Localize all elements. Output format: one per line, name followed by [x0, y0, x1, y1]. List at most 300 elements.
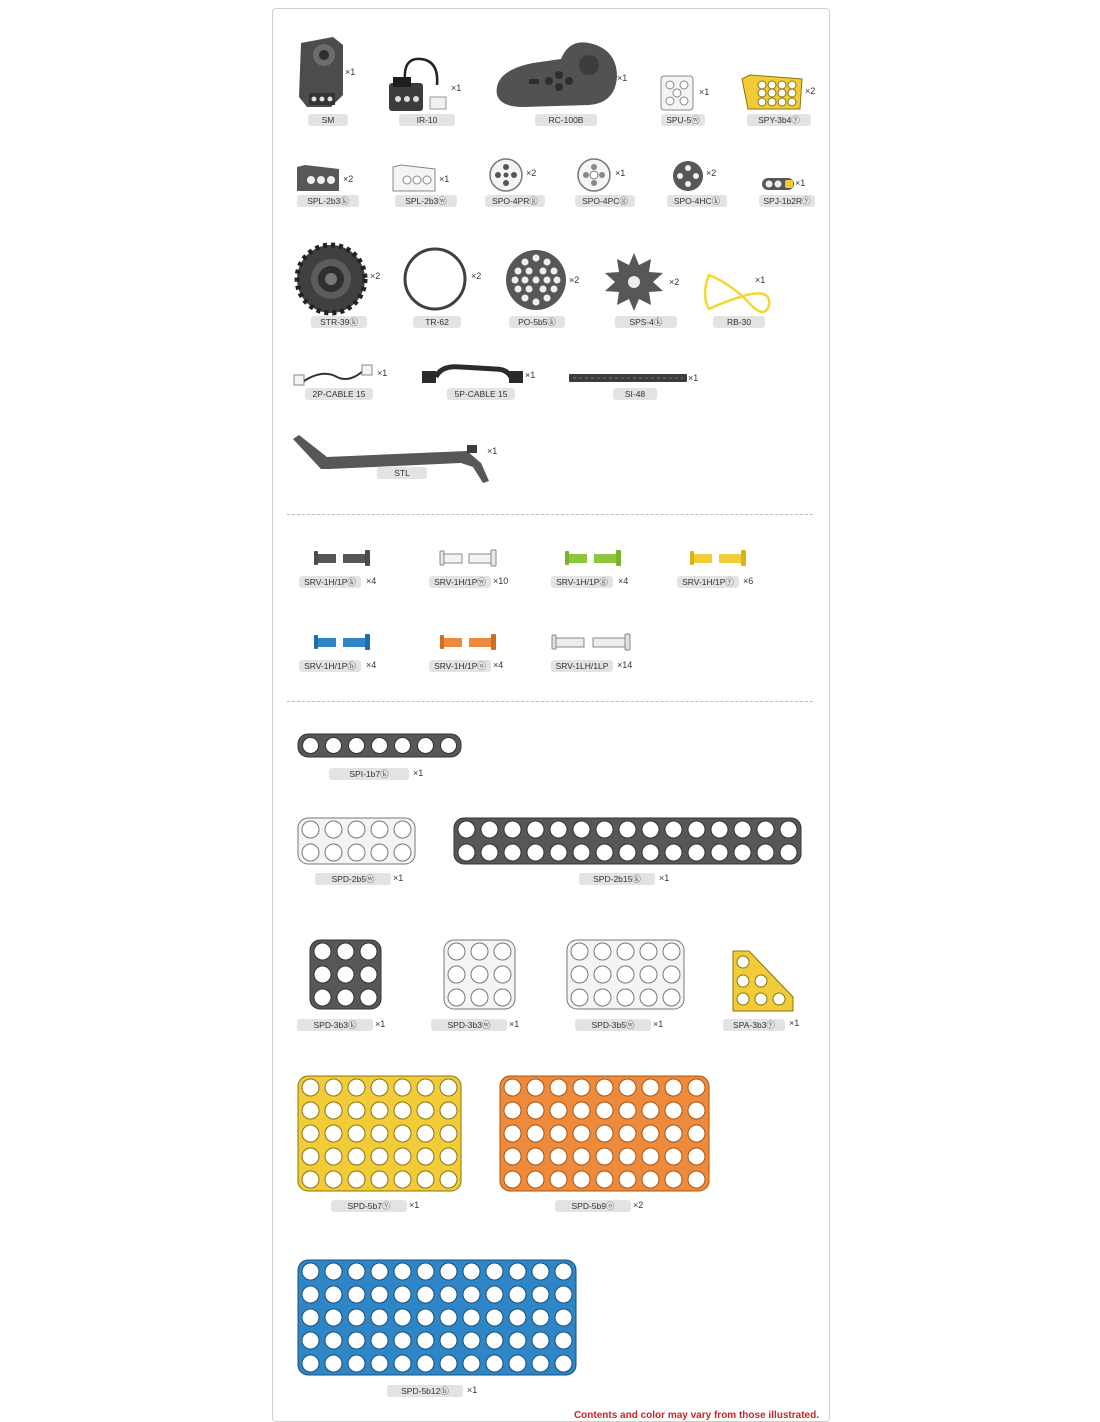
plate-hole — [494, 989, 511, 1006]
plate-hole — [711, 844, 728, 861]
plate-hole — [348, 1125, 365, 1142]
plate-hole — [757, 821, 774, 838]
qty-spi1b7: ×1 — [413, 768, 424, 778]
plate-hole — [481, 844, 498, 861]
qty-srv-lh: ×14 — [617, 660, 633, 670]
plate-hole — [571, 943, 588, 960]
plate-hole — [463, 1263, 480, 1280]
plate-hole — [314, 943, 331, 960]
plate-hole — [348, 1332, 365, 1349]
plate-hole — [550, 1171, 567, 1188]
qty-srv-b: ×4 — [366, 660, 377, 670]
rubber-band-icon — [703, 265, 773, 317]
plate-hole — [532, 1286, 549, 1303]
plate-hole — [326, 738, 342, 754]
plate-hole — [348, 821, 365, 838]
plate-hole — [325, 1355, 342, 1372]
plate-hole — [394, 1125, 411, 1142]
plate-hole — [325, 1125, 342, 1142]
plate-hole — [596, 821, 613, 838]
label-ir10: IR-10 — [399, 114, 455, 126]
plate-hole — [527, 1171, 544, 1188]
label-stl: STL — [377, 467, 427, 479]
disclaimer-note: Contents and color may vary from those illustrated. — [573, 1410, 819, 1421]
plate-hole — [394, 1286, 411, 1303]
qty-spy3b4: ×2 — [805, 86, 816, 96]
plate-hole — [780, 821, 797, 838]
plate-hole — [509, 1332, 526, 1349]
plate-hole — [394, 1102, 411, 1119]
plate-hole — [371, 1125, 388, 1142]
qty-sps4: ×2 — [669, 277, 680, 287]
plate-hole — [360, 989, 377, 1006]
plate-hole — [573, 1148, 590, 1165]
plate-hole — [555, 1332, 572, 1349]
po-disc-icon — [505, 249, 567, 311]
label-tr62: TR-62 — [413, 316, 461, 328]
plate-hole — [494, 966, 511, 983]
plate-hole — [302, 1332, 319, 1349]
plate-hole — [348, 1355, 365, 1372]
plate-hole — [371, 1171, 388, 1188]
plate-hole — [550, 844, 567, 861]
label-po5b5: PO-5b5ⓚ — [509, 316, 565, 328]
plate-hole — [325, 1171, 342, 1188]
plate-hole — [440, 1263, 457, 1280]
plate-hole — [302, 1355, 319, 1372]
plate-hole — [463, 1286, 480, 1303]
plate-hole — [325, 844, 342, 861]
label-spd5b12: SPD-5b12ⓑ — [387, 1385, 463, 1397]
label-rc100b: RC-100B — [535, 114, 597, 126]
plate-hole — [665, 821, 682, 838]
plate-hole — [371, 821, 388, 838]
plate-hole — [486, 1286, 503, 1303]
plate-hole — [555, 1286, 572, 1303]
plate-hole — [471, 989, 488, 1006]
plate-hole — [440, 1148, 457, 1165]
plate-hole — [573, 1171, 590, 1188]
plate-hole — [642, 1079, 659, 1096]
plate-hole — [302, 1125, 319, 1142]
plate-hole — [348, 1102, 365, 1119]
label-spi1b7: SPI-1b7ⓚ — [329, 768, 409, 780]
label-spd3b3w: SPD-3b3ⓦ — [431, 1019, 507, 1031]
plate-hole — [550, 1079, 567, 1096]
label-cable5p: 5P-CABLE 15 — [447, 388, 515, 400]
plate-hole — [688, 1148, 705, 1165]
plate-hole — [617, 966, 634, 983]
plate-hole — [371, 1309, 388, 1326]
plate-hole — [371, 1263, 388, 1280]
label-sm: SM — [308, 114, 348, 126]
pin-yellow-icon — [689, 549, 749, 567]
plate-spd5b7-icon — [297, 1075, 462, 1192]
plate-hole — [463, 1355, 480, 1372]
qty-tr62: ×2 — [471, 271, 482, 281]
plate-spd3b3-dark-icon — [309, 939, 382, 1010]
spo-4pc-wheel-icon — [576, 157, 612, 193]
plate-spd2b5-icon — [297, 817, 416, 865]
qty-spd2b5: ×1 — [393, 873, 404, 883]
pin-long-icon — [551, 633, 633, 651]
plate-hole — [348, 1171, 365, 1188]
plate-hole — [440, 1355, 457, 1372]
plate-hole — [663, 943, 680, 960]
plate-hole — [394, 821, 411, 838]
plate-hole — [594, 989, 611, 1006]
section-divider — [287, 514, 813, 515]
plate-hole — [395, 738, 411, 754]
plate-hole — [471, 966, 488, 983]
plate-hole — [440, 1171, 457, 1188]
plate-hole — [509, 1309, 526, 1326]
plate-hole — [394, 1309, 411, 1326]
spu5-plate-icon — [660, 75, 694, 111]
plate-hole — [555, 1263, 572, 1280]
plate-hole — [440, 1286, 457, 1303]
qty-po5b5: ×2 — [569, 275, 580, 285]
plate-hole — [688, 1102, 705, 1119]
plate-hole — [642, 821, 659, 838]
plate-hole — [302, 844, 319, 861]
plate-hole — [663, 989, 680, 1006]
plate-hole — [527, 1102, 544, 1119]
plate-hole — [360, 966, 377, 983]
qty-cable5p: ×1 — [525, 370, 536, 380]
label-spo4pc: SPO-4PCⓖ — [575, 195, 635, 207]
plate-hole — [780, 844, 797, 861]
qty-spj1b2r: ×1 — [795, 178, 806, 188]
plate-hole — [642, 844, 659, 861]
plate-hole — [504, 1171, 521, 1188]
plate-hole — [640, 989, 657, 1006]
qty-spd2b15: ×1 — [659, 873, 670, 883]
pin-blue-icon — [313, 633, 373, 651]
qty-spa3b3: ×1 — [789, 1018, 800, 1028]
spo-4pr-wheel-icon — [488, 157, 524, 193]
parts-sheet — [272, 8, 830, 1422]
plate-hole — [463, 1309, 480, 1326]
label-srv-b: SRV-1H/1Pⓑ — [299, 660, 361, 672]
plate-hole — [481, 821, 498, 838]
plate-hole — [688, 844, 705, 861]
qty-rb30: ×1 — [755, 275, 766, 285]
plate-hole — [665, 1125, 682, 1142]
plate-hole — [573, 1102, 590, 1119]
plate-hole — [509, 1263, 526, 1280]
plate-hole — [619, 1125, 636, 1142]
label-cable2p: 2P-CABLE 15 — [305, 388, 373, 400]
qty-srv-k: ×4 — [366, 576, 377, 586]
plate-hole — [550, 821, 567, 838]
plate-hole — [417, 1125, 434, 1142]
plate-hole — [688, 1171, 705, 1188]
plate-hole — [302, 1079, 319, 1096]
plate-hole — [348, 1079, 365, 1096]
plate-hole — [504, 844, 521, 861]
plate-hole — [573, 844, 590, 861]
plate-hole — [571, 989, 588, 1006]
plate-spa3b3-triangle-icon — [729, 949, 795, 1013]
qty-spl2b3k: ×2 — [343, 174, 354, 184]
plate-hole — [532, 1263, 549, 1280]
label-srv-lh: SRV-1LH/1LP — [551, 660, 613, 672]
plate-hole — [440, 1102, 457, 1119]
plate-hole — [458, 821, 475, 838]
plate-hole — [325, 1102, 342, 1119]
plate-hole — [640, 943, 657, 960]
plate-hole — [325, 821, 342, 838]
plate-hole — [527, 1148, 544, 1165]
plate-hole — [734, 844, 751, 861]
plate-hole — [337, 943, 354, 960]
label-spl2b3w: SPL-2b3ⓦ — [395, 195, 457, 207]
pin-green-icon — [564, 549, 624, 567]
plate-hole — [394, 1171, 411, 1188]
plate-hole — [640, 966, 657, 983]
plate-hole — [665, 1079, 682, 1096]
plate-hole — [619, 1102, 636, 1119]
plate-hole — [417, 1148, 434, 1165]
plate-hole — [527, 844, 544, 861]
qty-spo4pc: ×1 — [615, 168, 626, 178]
plate-hole — [417, 1332, 434, 1349]
label-srv-y: SRV-1H/1Pⓨ — [677, 576, 739, 588]
pin-dark-icon — [313, 549, 373, 567]
label-spl2b3k: SPL-2b3ⓚ — [297, 195, 359, 207]
label-spa3b3: SPA-3b3ⓨ — [723, 1019, 785, 1031]
plate-hole — [688, 821, 705, 838]
plate-spd3b3-white-icon — [443, 939, 516, 1010]
plate-hole — [325, 1286, 342, 1303]
plate-spd5b12-icon — [297, 1259, 577, 1376]
plate-hole — [418, 738, 434, 754]
plate-hole — [448, 989, 465, 1006]
plate-hole — [504, 1102, 521, 1119]
plate-hole — [348, 1286, 365, 1303]
plate-hole — [663, 966, 680, 983]
pin-white-icon — [439, 549, 499, 567]
plate-hole — [486, 1263, 503, 1280]
plate-hole — [619, 1171, 636, 1188]
plate-hole — [417, 1355, 434, 1372]
plate-hole — [314, 966, 331, 983]
plate-hole — [394, 1355, 411, 1372]
plate-hole — [617, 989, 634, 1006]
plate-hole — [372, 738, 388, 754]
plate-hole — [596, 1079, 613, 1096]
plate-hole — [314, 989, 331, 1006]
plate-hole — [596, 844, 613, 861]
plate-hole — [596, 1125, 613, 1142]
plate-hole — [642, 1102, 659, 1119]
plate-hole — [302, 1102, 319, 1119]
plate-hole — [527, 1079, 544, 1096]
qty-spo4hc: ×2 — [706, 168, 717, 178]
plate-hole — [665, 1148, 682, 1165]
plate-hole — [302, 1309, 319, 1326]
plate-hole — [509, 1286, 526, 1303]
plate-hole — [371, 1102, 388, 1119]
qty-spd5b7: ×1 — [409, 1200, 420, 1210]
tire-icon — [295, 243, 367, 315]
shaft-si48-icon — [569, 373, 687, 383]
plate-hole — [417, 1263, 434, 1280]
plate-hole — [504, 821, 521, 838]
plate-hole — [757, 844, 774, 861]
label-srv-w: SRV-1H/1Pⓦ — [429, 576, 491, 588]
plate-hole — [448, 943, 465, 960]
plate-hole — [573, 1125, 590, 1142]
plate-hole — [325, 1148, 342, 1165]
plate-hole — [532, 1309, 549, 1326]
plate-hole — [527, 1125, 544, 1142]
plate-hole — [440, 1079, 457, 1096]
plate-hole — [417, 1286, 434, 1303]
plate-hole — [642, 1125, 659, 1142]
plate-hole — [394, 1263, 411, 1280]
plate-hole — [440, 1332, 457, 1349]
plate-hole — [325, 1079, 342, 1096]
plate-hole — [594, 943, 611, 960]
qty-sl48: ×1 — [688, 373, 699, 383]
label-sps4: SPS-4ⓚ — [615, 316, 677, 328]
plate-hole — [619, 821, 636, 838]
plate-hole — [532, 1332, 549, 1349]
plate-hole — [550, 1102, 567, 1119]
qty-spl2b3w: ×1 — [439, 174, 450, 184]
qty-spd3b3k: ×1 — [375, 1019, 386, 1029]
plate-hole — [348, 1263, 365, 1280]
qty-spd5b12: ×1 — [467, 1385, 478, 1395]
label-srv-k: SRV-1H/1Pⓚ — [299, 576, 361, 588]
remote-controller-icon — [493, 37, 623, 109]
qty-spd3b5: ×1 — [653, 1019, 664, 1029]
section-divider — [287, 701, 813, 702]
qty-srv-y: ×6 — [743, 576, 754, 586]
rubber-ring-icon — [403, 247, 467, 311]
label-srv-g: SRV-1H/1Pⓖ — [551, 576, 613, 588]
plate-hole — [371, 1332, 388, 1349]
plate-hole — [619, 1079, 636, 1096]
plate-hole — [394, 1332, 411, 1349]
plate-hole — [349, 738, 365, 754]
plate-hole — [527, 821, 544, 838]
plate-hole — [550, 1148, 567, 1165]
plate-hole — [573, 821, 590, 838]
plate-hole — [486, 1355, 503, 1372]
plate-hole — [617, 943, 634, 960]
qty-spd5b9: ×2 — [633, 1200, 644, 1210]
plate-hole — [642, 1171, 659, 1188]
qty-srv-g: ×4 — [618, 576, 629, 586]
plate-hole — [441, 738, 457, 754]
qty-spu5: ×1 — [699, 87, 710, 97]
pin-orange-icon — [439, 633, 499, 651]
plate-hole — [458, 844, 475, 861]
label-spd3b5: SPD-3b5ⓦ — [575, 1019, 651, 1031]
plate-hole — [504, 1148, 521, 1165]
plate-hole — [596, 1102, 613, 1119]
plate-hole — [303, 738, 319, 754]
cable-5p-icon — [421, 365, 527, 387]
plate-hole — [734, 821, 751, 838]
plate-hole — [302, 1286, 319, 1303]
plate-hole — [688, 1079, 705, 1096]
plate-hole — [394, 1148, 411, 1165]
qty-sm: ×1 — [345, 67, 356, 77]
label-spd5b9: SPD-5b9ⓞ — [555, 1200, 631, 1212]
plate-hole — [665, 844, 682, 861]
plate-hole — [619, 1148, 636, 1165]
plate-hole — [594, 966, 611, 983]
plate-hole — [348, 1148, 365, 1165]
spo-4hc-wheel-icon — [671, 159, 705, 193]
plate-hole — [440, 1309, 457, 1326]
plate-hole — [504, 1079, 521, 1096]
plate-hole — [619, 844, 636, 861]
plate-hole — [665, 1171, 682, 1188]
label-spy3b4: SPY-3b4ⓨ — [747, 114, 811, 126]
label-spj1b2r: SPJ-1b2Rⓨ — [759, 195, 815, 207]
label-srv-o: SRV-1H/1Pⓞ — [429, 660, 491, 672]
plate-hole — [571, 966, 588, 983]
plate-hole — [337, 989, 354, 1006]
ir-sensor-icon — [387, 53, 457, 113]
plate-hole — [417, 1171, 434, 1188]
plate-hole — [417, 1102, 434, 1119]
plate-hole — [348, 1309, 365, 1326]
qty-str39: ×2 — [370, 271, 381, 281]
plate-spd3b5-icon — [566, 939, 685, 1010]
label-sl48: SI-48 — [613, 388, 657, 400]
plate-hole — [596, 1148, 613, 1165]
plate-hole — [665, 1102, 682, 1119]
plate-hole — [596, 1171, 613, 1188]
plate-hole — [509, 1355, 526, 1372]
plate-hole — [302, 1148, 319, 1165]
plate-hole — [448, 966, 465, 983]
plate-hole — [463, 1332, 480, 1349]
plate-hole — [348, 844, 365, 861]
plate-hole — [440, 1125, 457, 1142]
beam-spi1b7-icon — [297, 733, 462, 758]
plate-hole — [532, 1355, 549, 1372]
plate-hole — [486, 1332, 503, 1349]
plate-hole — [494, 943, 511, 960]
plate-hole — [642, 1148, 659, 1165]
plate-hole — [337, 966, 354, 983]
label-spo4pr: SPO-4PRⓖ — [485, 195, 545, 207]
plate-hole — [371, 1286, 388, 1303]
spl-white-bracket-icon — [391, 163, 437, 193]
plate-hole — [360, 943, 377, 960]
plate-hole — [325, 1309, 342, 1326]
qty-ir10: ×1 — [451, 83, 462, 93]
plate-hole — [302, 1171, 319, 1188]
plate-hole — [394, 1079, 411, 1096]
plate-hole — [555, 1309, 572, 1326]
plate-hole — [573, 1079, 590, 1096]
cable-2p-icon — [293, 363, 375, 389]
spl-dark-bracket-icon — [295, 163, 341, 193]
plate-hole — [555, 1355, 572, 1372]
qty-spo4pr: ×2 — [526, 168, 537, 178]
plate-hole — [471, 943, 488, 960]
label-rb30: RB-30 — [713, 316, 765, 328]
plate-hole — [371, 1079, 388, 1096]
